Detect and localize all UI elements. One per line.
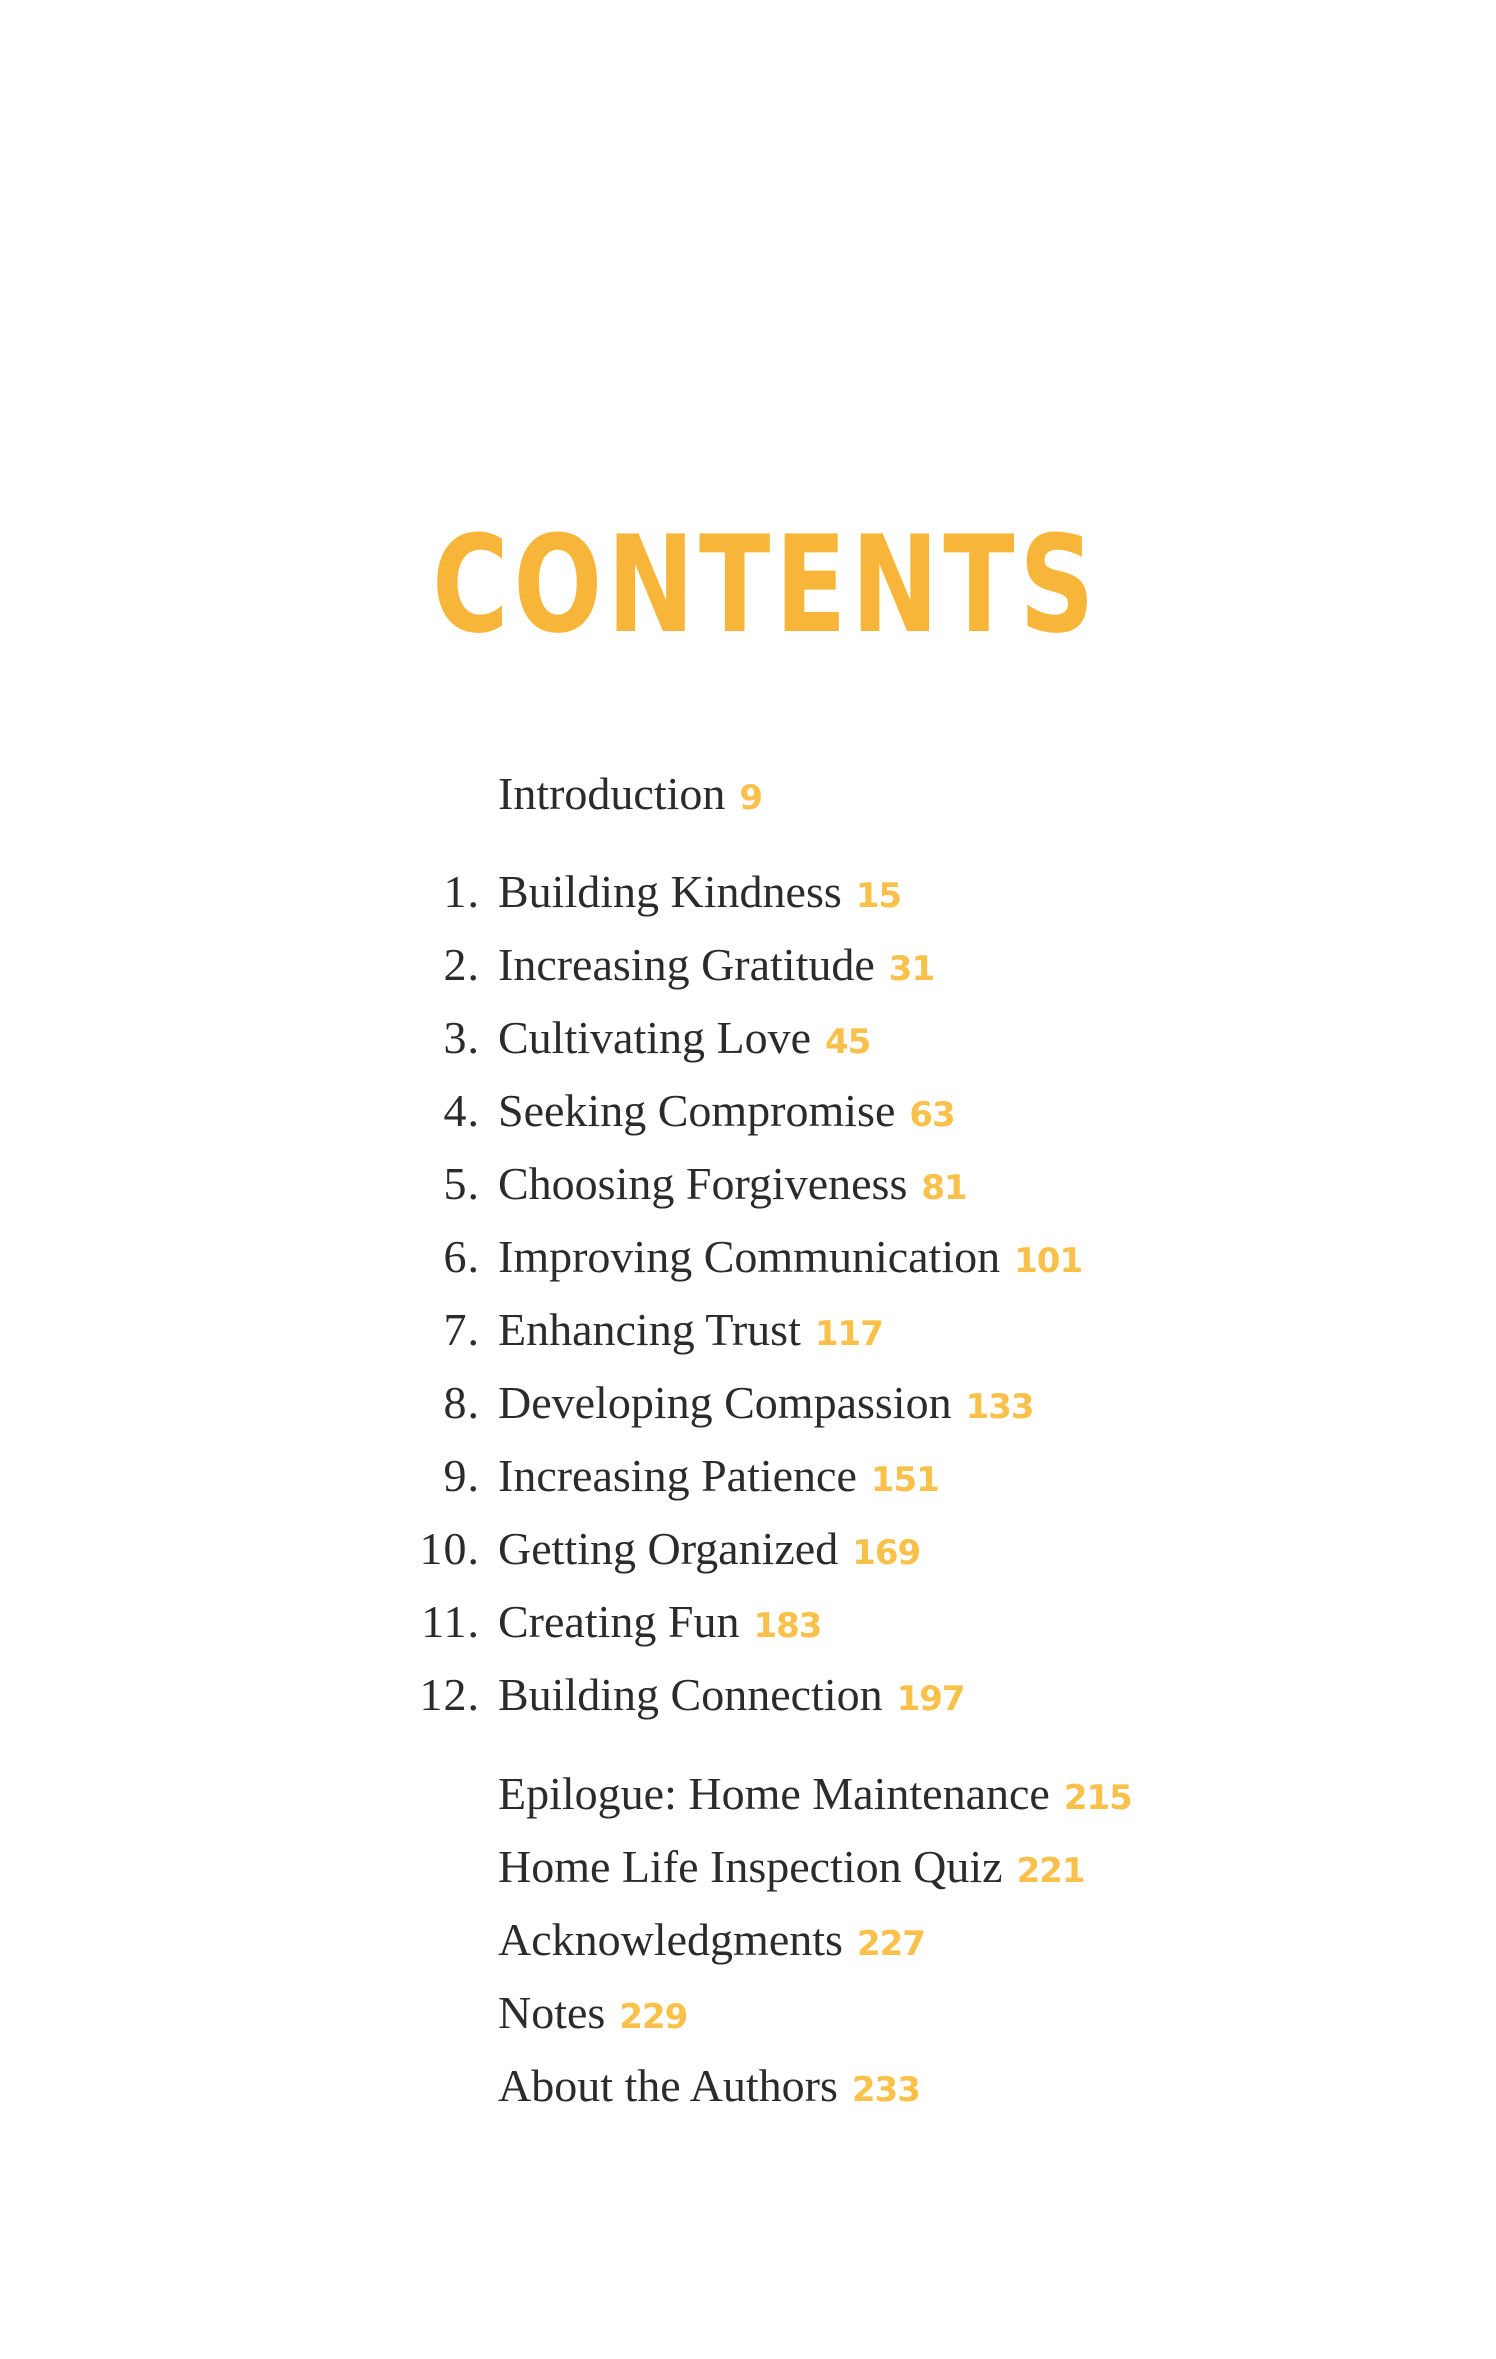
toc-entry-label: Creating Fun [498, 1596, 740, 1647]
chapter-number: 5. [443, 1158, 480, 1209]
toc-entry-page-number: 117 [814, 1314, 883, 1354]
toc-entry-page-number: 197 [896, 1679, 965, 1719]
toc-entry-label: Notes [498, 1987, 606, 2038]
chapter-number: 9. [443, 1450, 480, 1501]
toc-entry-label: Acknowledgments [498, 1914, 843, 1965]
toc-entry-label: Seeking Compromise [498, 1085, 896, 1136]
chapter-number: 1. [443, 866, 480, 917]
toc-entry-page-number: 221 [1016, 1851, 1085, 1891]
toc-entry-label: Epilogue: Home Maintenance [498, 1768, 1050, 1819]
toc-entry-page-number: 133 [965, 1387, 1034, 1427]
chapter-number: 4. [443, 1085, 480, 1136]
toc-entry-page-number: 169 [852, 1533, 921, 1573]
page-title: CONTENTS [432, 507, 1100, 663]
toc-entry-label: Building Connection [498, 1669, 883, 1720]
chapter-number: 2. [443, 939, 480, 990]
toc-entry-label: Getting Organized [498, 1523, 839, 1574]
toc-entry-page-number: 151 [870, 1460, 939, 1500]
chapter-number: 6. [443, 1231, 480, 1282]
toc-entry-page-number: 45 [825, 1022, 871, 1062]
toc-entry-page-number: 183 [753, 1606, 822, 1646]
toc-entry-page-number: 81 [921, 1168, 967, 1208]
toc-entry-label: Increasing Gratitude [498, 939, 875, 990]
toc-entry-label: Choosing Forgiveness [498, 1158, 908, 1209]
chapter-number: 10. [419, 1523, 480, 1574]
toc-entry-page-number: 229 [619, 1997, 688, 2037]
toc-entry-label: Cultivating Love [498, 1012, 812, 1063]
toc-entry-label: Home Life Inspection Quiz [498, 1841, 1003, 1892]
chapter-number: 8. [443, 1377, 480, 1428]
chapter-number: 7. [443, 1304, 480, 1355]
toc-entry-page-number: 63 [909, 1095, 955, 1135]
toc-entry-page-number: 215 [1063, 1778, 1132, 1818]
toc-entry-label: Enhancing Trust [498, 1304, 801, 1355]
toc-entry-label: Introduction [498, 768, 726, 819]
toc-entry-label: Increasing Patience [498, 1450, 857, 1501]
chapter-number: 12. [419, 1669, 480, 1720]
toc-entry-label: About the Authors [498, 2060, 838, 2111]
chapter-number: 11. [421, 1596, 480, 1647]
toc-entry-page-number: 31 [888, 949, 935, 989]
chapter-number: 3. [443, 1012, 480, 1063]
toc-entry-label: Improving Communication [498, 1231, 1001, 1282]
toc-entry-page-number: 15 [855, 876, 902, 916]
toc-entry-page-number: 227 [856, 1924, 925, 1964]
toc-entry-page-number: 101 [1014, 1241, 1083, 1281]
toc-entry-label: Developing Compassion [498, 1377, 952, 1428]
toc-entry-page-number: 233 [851, 2070, 920, 2110]
toc-entry-label: Building Kindness [498, 866, 842, 917]
toc-entry-page-number: 9 [739, 778, 763, 818]
